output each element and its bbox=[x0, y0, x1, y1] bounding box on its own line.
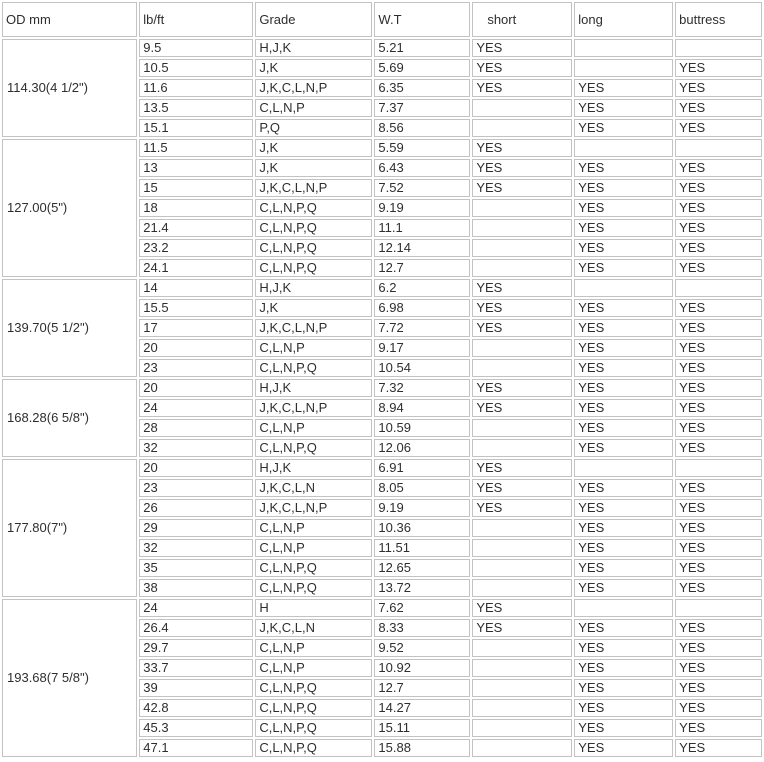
lbft-cell: 20 bbox=[139, 379, 253, 397]
lbft-cell: 26.4 bbox=[139, 619, 253, 637]
grade-cell: J,K,C,L,N,P bbox=[255, 319, 372, 337]
wt-cell: 8.05 bbox=[374, 479, 470, 497]
lbft-cell: 10.5 bbox=[139, 59, 253, 77]
lbft-cell: 18 bbox=[139, 199, 253, 217]
grade-cell: J,K bbox=[255, 159, 372, 177]
buttress-cell: YES bbox=[675, 559, 762, 577]
lbft-cell: 23 bbox=[139, 479, 253, 497]
lbft-cell: 24 bbox=[139, 599, 253, 617]
short-cell: YES bbox=[472, 299, 572, 317]
grade-cell: C,L,N,P,Q bbox=[255, 579, 372, 597]
short-cell: YES bbox=[472, 59, 572, 77]
long-cell bbox=[574, 279, 673, 297]
wt-cell: 7.37 bbox=[374, 99, 470, 117]
od-group-cell: 177.80(7") bbox=[2, 459, 137, 597]
short-cell: YES bbox=[472, 79, 572, 97]
grade-cell: H,J,K bbox=[255, 459, 372, 477]
long-cell: YES bbox=[574, 419, 673, 437]
wt-cell: 6.35 bbox=[374, 79, 470, 97]
short-cell bbox=[472, 639, 572, 657]
lbft-cell: 11.6 bbox=[139, 79, 253, 97]
long-cell: YES bbox=[574, 179, 673, 197]
short-cell: YES bbox=[472, 459, 572, 477]
wt-cell: 15.11 bbox=[374, 719, 470, 737]
long-cell: YES bbox=[574, 519, 673, 537]
lbft-cell: 45.3 bbox=[139, 719, 253, 737]
wt-cell: 12.65 bbox=[374, 559, 470, 577]
short-cell bbox=[472, 699, 572, 717]
buttress-cell bbox=[675, 139, 762, 157]
lbft-cell: 15 bbox=[139, 179, 253, 197]
long-cell: YES bbox=[574, 479, 673, 497]
lbft-cell: 9.5 bbox=[139, 39, 253, 57]
short-cell: YES bbox=[472, 619, 572, 637]
wt-cell: 10.36 bbox=[374, 519, 470, 537]
grade-cell: C,L,N,P,Q bbox=[255, 679, 372, 697]
short-cell bbox=[472, 239, 572, 257]
wt-cell: 11.1 bbox=[374, 219, 470, 237]
table-row bbox=[2, 279, 762, 297]
lbft-cell: 20 bbox=[139, 459, 253, 477]
lbft-cell: 28 bbox=[139, 419, 253, 437]
wt-cell: 7.32 bbox=[374, 379, 470, 397]
long-cell bbox=[574, 459, 673, 477]
table-row bbox=[2, 459, 762, 477]
buttress-cell bbox=[675, 279, 762, 297]
short-cell bbox=[472, 739, 572, 757]
buttress-cell: YES bbox=[675, 479, 762, 497]
long-cell: YES bbox=[574, 559, 673, 577]
long-cell: YES bbox=[574, 199, 673, 217]
long-cell: YES bbox=[574, 619, 673, 637]
wt-cell: 5.59 bbox=[374, 139, 470, 157]
lbft-cell: 15.5 bbox=[139, 299, 253, 317]
od-group-cell: 168.28(6 5/8") bbox=[2, 379, 137, 457]
buttress-cell: YES bbox=[675, 719, 762, 737]
buttress-cell: YES bbox=[675, 579, 762, 597]
long-cell: YES bbox=[574, 719, 673, 737]
wt-cell: 10.54 bbox=[374, 359, 470, 377]
buttress-cell: YES bbox=[675, 79, 762, 97]
column-header-buttress: buttress bbox=[675, 2, 762, 37]
column-header-od-mm: OD mm bbox=[2, 2, 137, 37]
long-cell: YES bbox=[574, 119, 673, 137]
wt-cell: 11.51 bbox=[374, 539, 470, 557]
grade-cell: C,L,N,P bbox=[255, 339, 372, 357]
table-header bbox=[2, 2, 762, 37]
long-cell: YES bbox=[574, 359, 673, 377]
buttress-cell: YES bbox=[675, 219, 762, 237]
lbft-cell: 35 bbox=[139, 559, 253, 577]
long-cell: YES bbox=[574, 219, 673, 237]
table-row bbox=[2, 379, 762, 397]
short-cell: YES bbox=[472, 479, 572, 497]
grade-cell: H,J,K bbox=[255, 379, 372, 397]
wt-cell: 8.94 bbox=[374, 399, 470, 417]
short-cell bbox=[472, 219, 572, 237]
lbft-cell: 15.1 bbox=[139, 119, 253, 137]
od-group-cell: 193.68(7 5/8") bbox=[2, 599, 137, 757]
od-group-cell: 114.30(4 1/2") bbox=[2, 39, 137, 137]
grade-cell: C,L,N,P bbox=[255, 519, 372, 537]
lbft-cell: 24 bbox=[139, 399, 253, 417]
lbft-cell: 13.5 bbox=[139, 99, 253, 117]
wt-cell: 12.7 bbox=[374, 259, 470, 277]
lbft-cell: 32 bbox=[139, 439, 253, 457]
lbft-cell: 29 bbox=[139, 519, 253, 537]
long-cell: YES bbox=[574, 239, 673, 257]
grade-cell: J,K bbox=[255, 139, 372, 157]
grade-cell: C,L,N,P bbox=[255, 99, 372, 117]
wt-cell: 14.27 bbox=[374, 699, 470, 717]
long-cell: YES bbox=[574, 639, 673, 657]
short-cell bbox=[472, 119, 572, 137]
long-cell: YES bbox=[574, 299, 673, 317]
buttress-cell: YES bbox=[675, 299, 762, 317]
wt-cell: 12.7 bbox=[374, 679, 470, 697]
buttress-cell: YES bbox=[675, 319, 762, 337]
buttress-cell: YES bbox=[675, 639, 762, 657]
lbft-cell: 13 bbox=[139, 159, 253, 177]
grade-cell: J,K bbox=[255, 299, 372, 317]
short-cell: YES bbox=[472, 499, 572, 517]
buttress-cell: YES bbox=[675, 619, 762, 637]
buttress-cell bbox=[675, 599, 762, 617]
grade-cell: H,J,K bbox=[255, 39, 372, 57]
grade-cell: C,L,N,P,Q bbox=[255, 719, 372, 737]
grade-cell: C,L,N,P,Q bbox=[255, 739, 372, 757]
long-cell: YES bbox=[574, 259, 673, 277]
buttress-cell: YES bbox=[675, 59, 762, 77]
short-cell bbox=[472, 519, 572, 537]
short-cell bbox=[472, 679, 572, 697]
short-cell bbox=[472, 419, 572, 437]
buttress-cell: YES bbox=[675, 519, 762, 537]
wt-cell: 10.59 bbox=[374, 419, 470, 437]
buttress-cell: YES bbox=[675, 499, 762, 517]
grade-cell: C,L,N,P,Q bbox=[255, 699, 372, 717]
wt-cell: 6.43 bbox=[374, 159, 470, 177]
buttress-cell: YES bbox=[675, 99, 762, 117]
long-cell: YES bbox=[574, 99, 673, 117]
lbft-cell: 14 bbox=[139, 279, 253, 297]
wt-cell: 7.62 bbox=[374, 599, 470, 617]
wt-cell: 6.98 bbox=[374, 299, 470, 317]
wt-cell: 8.33 bbox=[374, 619, 470, 637]
long-cell bbox=[574, 59, 673, 77]
table-row bbox=[2, 139, 762, 157]
od-group-cell: 139.70(5 1/2") bbox=[2, 279, 137, 377]
long-cell bbox=[574, 599, 673, 617]
buttress-cell: YES bbox=[675, 339, 762, 357]
column-header-grade: Grade bbox=[255, 2, 372, 37]
grade-cell: J,K,C,L,N,P bbox=[255, 79, 372, 97]
lbft-cell: 33.7 bbox=[139, 659, 253, 677]
grade-cell: J,K,C,L,N,P bbox=[255, 399, 372, 417]
short-cell: YES bbox=[472, 139, 572, 157]
short-cell bbox=[472, 99, 572, 117]
grade-cell: H,J,K bbox=[255, 279, 372, 297]
column-header-long: long bbox=[574, 2, 673, 37]
grade-cell: C,L,N,P,Q bbox=[255, 359, 372, 377]
grade-cell: J,K,C,L,N,P bbox=[255, 179, 372, 197]
grade-cell: C,L,N,P bbox=[255, 639, 372, 657]
lbft-cell: 24.1 bbox=[139, 259, 253, 277]
lbft-cell: 29.7 bbox=[139, 639, 253, 657]
long-cell: YES bbox=[574, 679, 673, 697]
grade-cell: P,Q bbox=[255, 119, 372, 137]
short-cell: YES bbox=[472, 279, 572, 297]
buttress-cell bbox=[675, 459, 762, 477]
short-cell bbox=[472, 339, 572, 357]
table-row bbox=[2, 39, 762, 57]
wt-cell: 9.52 bbox=[374, 639, 470, 657]
lbft-cell: 23.2 bbox=[139, 239, 253, 257]
short-cell bbox=[472, 719, 572, 737]
wt-cell: 10.92 bbox=[374, 659, 470, 677]
buttress-cell: YES bbox=[675, 539, 762, 557]
buttress-cell: YES bbox=[675, 439, 762, 457]
short-cell: YES bbox=[472, 379, 572, 397]
grade-cell: C,L,N,P bbox=[255, 539, 372, 557]
lbft-cell: 21.4 bbox=[139, 219, 253, 237]
grade-cell: C,L,N,P,Q bbox=[255, 259, 372, 277]
buttress-cell: YES bbox=[675, 679, 762, 697]
grade-cell: J,K,C,L,N bbox=[255, 479, 372, 497]
wt-cell: 5.21 bbox=[374, 39, 470, 57]
long-cell: YES bbox=[574, 399, 673, 417]
short-cell: YES bbox=[472, 159, 572, 177]
grade-cell: C,L,N,P bbox=[255, 419, 372, 437]
short-cell bbox=[472, 659, 572, 677]
buttress-cell: YES bbox=[675, 259, 762, 277]
grade-cell: J,K,C,L,N bbox=[255, 619, 372, 637]
grade-cell: H bbox=[255, 599, 372, 617]
long-cell: YES bbox=[574, 739, 673, 757]
long-cell: YES bbox=[574, 319, 673, 337]
lbft-cell: 42.8 bbox=[139, 699, 253, 717]
short-cell: YES bbox=[472, 399, 572, 417]
table-row bbox=[2, 599, 762, 617]
short-cell bbox=[472, 359, 572, 377]
grade-cell: C,L,N,P bbox=[255, 659, 372, 677]
wt-cell: 12.14 bbox=[374, 239, 470, 257]
od-group-cell: 127.00(5") bbox=[2, 139, 137, 277]
buttress-cell: YES bbox=[675, 379, 762, 397]
wt-cell: 8.56 bbox=[374, 119, 470, 137]
grade-cell: C,L,N,P,Q bbox=[255, 199, 372, 217]
lbft-cell: 38 bbox=[139, 579, 253, 597]
buttress-cell: YES bbox=[675, 699, 762, 717]
long-cell: YES bbox=[574, 439, 673, 457]
wt-cell: 9.19 bbox=[374, 499, 470, 517]
wt-cell: 15.88 bbox=[374, 739, 470, 757]
wt-cell: 9.19 bbox=[374, 199, 470, 217]
column-header-lbft: lb/ft bbox=[139, 2, 253, 37]
short-cell: YES bbox=[472, 319, 572, 337]
long-cell: YES bbox=[574, 699, 673, 717]
grade-cell: J,K bbox=[255, 59, 372, 77]
buttress-cell: YES bbox=[675, 419, 762, 437]
short-cell: YES bbox=[472, 39, 572, 57]
table-body bbox=[2, 39, 762, 757]
buttress-cell: YES bbox=[675, 359, 762, 377]
long-cell: YES bbox=[574, 579, 673, 597]
wt-cell: 9.17 bbox=[374, 339, 470, 357]
grade-cell: C,L,N,P,Q bbox=[255, 559, 372, 577]
lbft-cell: 20 bbox=[139, 339, 253, 357]
wt-cell: 6.2 bbox=[374, 279, 470, 297]
lbft-cell: 39 bbox=[139, 679, 253, 697]
lbft-cell: 17 bbox=[139, 319, 253, 337]
long-cell: YES bbox=[574, 79, 673, 97]
buttress-cell: YES bbox=[675, 179, 762, 197]
short-cell: YES bbox=[472, 179, 572, 197]
long-cell: YES bbox=[574, 539, 673, 557]
lbft-cell: 47.1 bbox=[139, 739, 253, 757]
lbft-cell: 26 bbox=[139, 499, 253, 517]
wt-cell: 7.72 bbox=[374, 319, 470, 337]
buttress-cell: YES bbox=[675, 739, 762, 757]
buttress-cell: YES bbox=[675, 399, 762, 417]
grade-cell: C,L,N,P,Q bbox=[255, 219, 372, 237]
short-cell bbox=[472, 439, 572, 457]
wt-cell: 6.91 bbox=[374, 459, 470, 477]
short-cell bbox=[472, 559, 572, 577]
grade-cell: C,L,N,P,Q bbox=[255, 439, 372, 457]
buttress-cell: YES bbox=[675, 659, 762, 677]
grade-cell: J,K,C,L,N,P bbox=[255, 499, 372, 517]
wt-cell: 12.06 bbox=[374, 439, 470, 457]
lbft-cell: 11.5 bbox=[139, 139, 253, 157]
long-cell bbox=[574, 39, 673, 57]
short-cell bbox=[472, 199, 572, 217]
wt-cell: 7.52 bbox=[374, 179, 470, 197]
grade-cell: C,L,N,P,Q bbox=[255, 239, 372, 257]
buttress-cell: YES bbox=[675, 119, 762, 137]
long-cell: YES bbox=[574, 379, 673, 397]
buttress-cell bbox=[675, 39, 762, 57]
long-cell bbox=[574, 139, 673, 157]
column-header-short: short bbox=[472, 2, 572, 37]
short-cell bbox=[472, 259, 572, 277]
long-cell: YES bbox=[574, 339, 673, 357]
lbft-cell: 32 bbox=[139, 539, 253, 557]
wt-cell: 13.72 bbox=[374, 579, 470, 597]
long-cell: YES bbox=[574, 159, 673, 177]
wt-cell: 5.69 bbox=[374, 59, 470, 77]
short-cell bbox=[472, 579, 572, 597]
buttress-cell: YES bbox=[675, 159, 762, 177]
lbft-cell: 23 bbox=[139, 359, 253, 377]
buttress-cell: YES bbox=[675, 199, 762, 217]
long-cell: YES bbox=[574, 499, 673, 517]
buttress-cell: YES bbox=[675, 239, 762, 257]
header-row bbox=[2, 2, 762, 37]
long-cell: YES bbox=[574, 659, 673, 677]
short-cell: YES bbox=[472, 599, 572, 617]
column-header-wt: W.T bbox=[374, 2, 470, 37]
short-cell bbox=[472, 539, 572, 557]
